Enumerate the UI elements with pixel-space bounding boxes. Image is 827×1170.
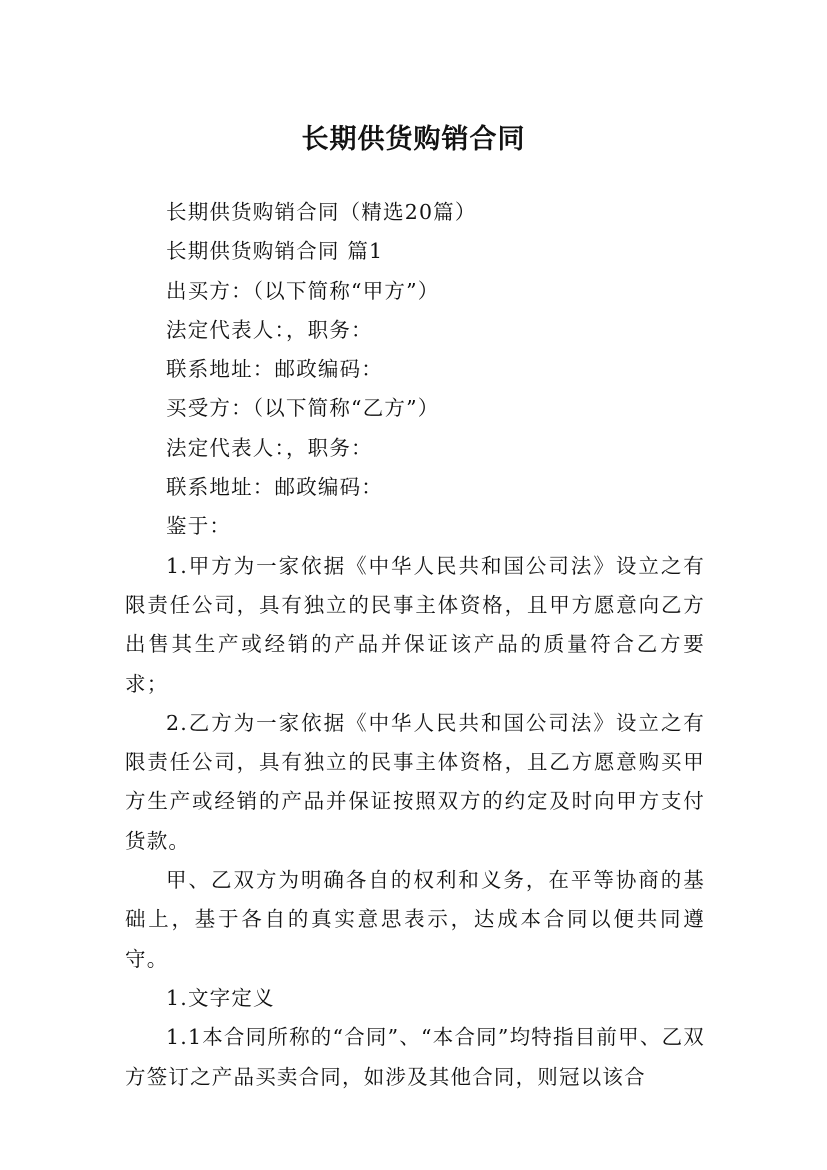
paragraph-seller: 出买方：（以下简称“甲方”） <box>166 278 440 303</box>
paragraph-buyer: 买受方：（以下简称“乙方”） <box>166 396 440 421</box>
paragraph-seller-representative: 法定代表人：，职务： <box>166 317 373 342</box>
paragraph-buyer-representative: 法定代表人：，职务： <box>166 435 373 460</box>
paragraph-definition-1-1: 1.1本合同所称的“合同”、“本合同”均特指目前甲、乙双方签订之产品买卖合同，如涉及其他合同，则冠以该合 <box>125 1025 705 1089</box>
paragraph-whereas: 鉴于： <box>166 514 232 539</box>
paragraph-agreement-purpose: 甲、乙双方为明确各自的权利和义务，在平等协商的基础上，基于各自的真实意思表示，达成本合同以便共同遵守。 <box>125 868 705 971</box>
paragraph-recital-1: 1.甲方为一家依据《中华人民共和国公司法》设立之有限责任公司，具有独立的民事主体资格，且甲方愿意向乙方出售其生产或经销的产品并保证该产品的质量符合乙方要求； <box>125 553 705 696</box>
document-body <box>125 193 705 1097</box>
paragraph-recital-2: 2.乙方为一家依据《中华人民共和国公司法》设立之有限责任公司，具有独立的民事主体资格，且乙方愿意购买甲方生产或经销的产品并保证按照双方的约定及时向甲方支付货款。 <box>125 710 705 853</box>
paragraph-heading-collection: 长期供货购销合同（精选20篇） <box>166 200 477 224</box>
document-title: 长期供货购销合同 <box>301 124 526 156</box>
paragraph-buyer-address: 联系地址：邮政编码： <box>166 475 383 500</box>
paragraph-heading-part1: 长期供货购销合同 篇1 <box>166 239 384 264</box>
paragraph-section-definitions: 1.文字定义 <box>166 985 275 1010</box>
paragraph-seller-address: 联系地址：邮政编码： <box>166 357 383 382</box>
